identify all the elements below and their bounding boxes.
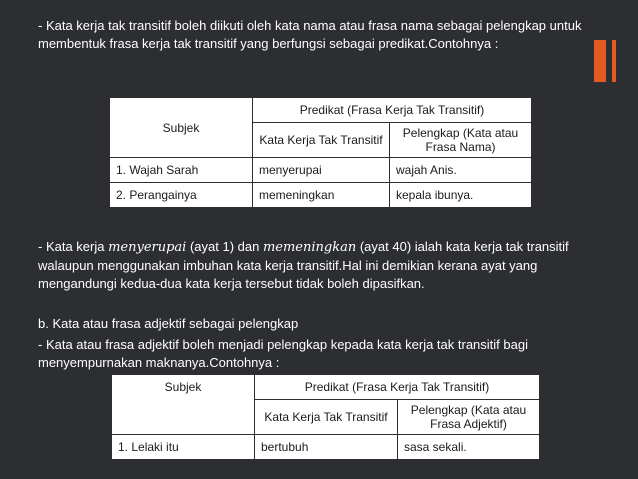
table-row: [112, 435, 540, 460]
intro-paragraph: - Kata kerja tak transitif boleh diikuti oleh kata nama atau frasa nama sebagai pelengkap untuk membentuk frasa kerja tak transitif yang berfungsi sebagai predikat.Contohnya :: [38, 18, 582, 51]
example-table-adjektif: [111, 374, 540, 460]
explanation-post: (ayat 40) ialah kata kerja tak transitif walaupun menggunakan imbuhan kata kerja transitif.Hal ini demikian kerana ayat yang mengandungi kedua-dua kata kerja tersebut tidak boleh dipasifkan.: [38, 239, 569, 291]
cell-kerja: menyerupai: [253, 158, 390, 183]
header-subjek: Subjek: [112, 375, 255, 400]
table-row: [110, 158, 532, 183]
explanation-pre: - Kata kerja: [38, 239, 109, 254]
cell-kerja: memeningkan: [253, 183, 390, 208]
adjektif-paragraph: - Kata atau frasa adjektif boleh menjadi pelengkap kepada kata kerja tak transitif bagi menyempurnakan maknanya.Contohnya :: [38, 337, 528, 370]
header-predikat: Predikat (Frasa Kerja Tak Transitif): [253, 98, 532, 123]
cell-subjek: 1. Lelaki itu: [112, 435, 255, 460]
header-predikat: Predikat (Frasa Kerja Tak Transitif): [255, 375, 540, 400]
cell-subjek: 2. Perangainya: [110, 183, 253, 208]
header-subjek-blank: [112, 400, 255, 435]
example-table-nama: [109, 97, 532, 208]
explanation-mid: (ayat 1) dan: [186, 239, 263, 254]
cell-pelengkap: kepala ibunya.: [390, 183, 532, 208]
highlight-word-memeningkan: memeningkan: [262, 240, 357, 255]
header-kata-kerja: Kata Kerja Tak Transitif: [253, 123, 390, 158]
section-heading-adjektif: b. Kata atau frasa adjektif sebagai pelengkap: [38, 316, 299, 331]
header-pelengkap: Pelengkap (Kata atau Frasa Nama): [390, 123, 532, 158]
explanation-paragraph: [38, 238, 598, 293]
cell-pelengkap: wajah Anis.: [390, 158, 532, 183]
header-pelengkap: Pelengkap (Kata atau Frasa Adjektif): [398, 400, 540, 435]
highlight-word-menyerupai: menyerupai: [108, 240, 187, 255]
cell-pelengkap: sasa sekali.: [398, 435, 540, 460]
table-row: [110, 183, 532, 208]
header-subjek: Subjek: [110, 98, 253, 158]
accent-bar-thin: [612, 40, 616, 82]
header-kata-kerja: Kata Kerja Tak Transitif: [255, 400, 398, 435]
cell-kerja: bertubuh: [255, 435, 398, 460]
cell-subjek: 1. Wajah Sarah: [110, 158, 253, 183]
